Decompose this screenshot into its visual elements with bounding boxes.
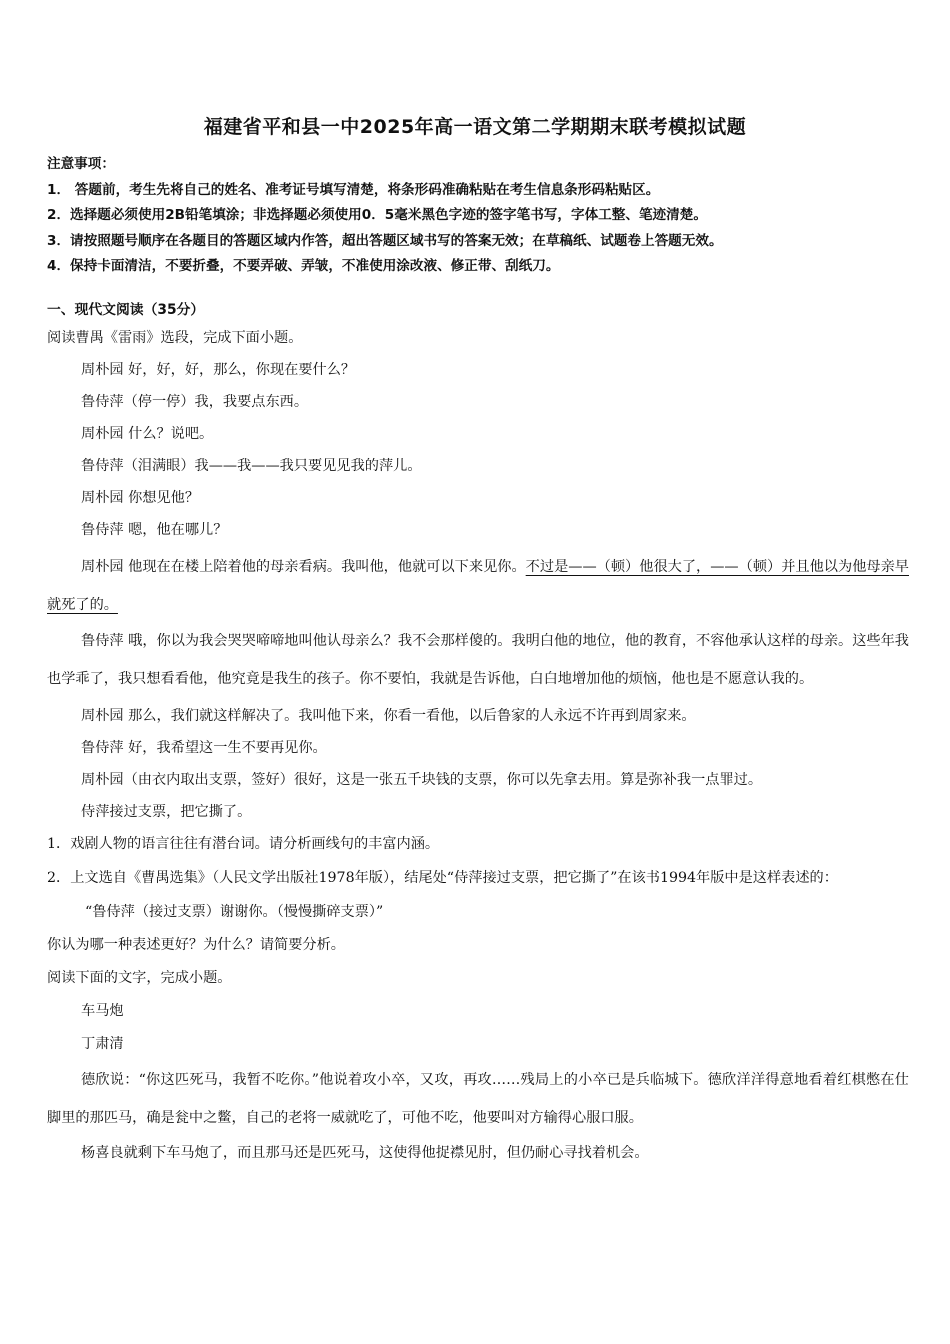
notice-block (47, 152, 917, 280)
question-2: 2．上文选自《曹禺选集》（人民文学出版社1978年版），结尾处“侍萍接过支票，把它撕了”在该书1994年版中是这样表述的： (47, 870, 838, 886)
dialogue-plain-text: 周朴园 他现在在楼上陪着他的母亲看病。我叫他，他就可以下来见你。 (81, 559, 526, 575)
question-1: 1．戏剧人物的语言往往有潜台词。请分析画线句的丰富内涵。 (47, 836, 440, 852)
dialogue-line: 鲁侍萍（停一停）我，我要点东西。 (81, 394, 309, 410)
dialogue-line: 周朴园（由衣内取出支票，签好）很好，这是一张五千块钱的支票，你可以先拿去用。算是弥补我一点罪过。 (81, 772, 763, 788)
passage-intro-2: 阅读下面的文字，完成小题。 (47, 970, 232, 986)
dialogue-line: 鲁侍萍 好，我希望这一生不要再见你。 (81, 740, 327, 756)
dialogue-line: 鲁侍萍 嗯，他在哪儿？ (81, 522, 228, 538)
story-title: 车马炮 (81, 1003, 124, 1019)
reading-section (47, 298, 909, 1169)
question-2-quote: “鲁侍萍（接过支票）谢谢你。（慢慢撕碎支票）” (85, 904, 384, 920)
story-author: 丁肃清 (81, 1036, 124, 1052)
section-heading: 一、现代文阅读（35分） (47, 302, 205, 318)
dialogue-line: 周朴园 什么？说吧。 (81, 426, 214, 442)
notice-item: 4．保持卡面清洁，不要折叠，不要弄破、弄皱，不准使用涂改液、修正带、刮纸刀。 (47, 258, 560, 274)
underlined-sentence: 不过是——（顿）他很大了，——（顿）并且他以为他母亲早就死了的。 (47, 559, 909, 613)
notice-item: 2．选择题必须使用2B铅笔填涂；非选择题必须使用0．5毫米黑色字迹的签字笔书写，字体工整、笔迹清楚。 (47, 207, 707, 223)
notice-item: 1． 答题前，考生先将自己的姓名、准考证号填写清楚，将条形码准确粘贴在考生信息条形码粘贴区。 (47, 181, 660, 198)
notice-heading: 注意事项： (47, 156, 115, 172)
question-2-ask: 你认为哪一种表述更好？为什么？请简要分析。 (47, 937, 345, 953)
passage-intro: 阅读曹禺《雷雨》选段，完成下面小题。 (47, 330, 303, 346)
dialogue-line: 周朴园 你想见他？ (81, 490, 200, 506)
document-title: 福建省平和县一中2025年高一语文第二学期期末联考模拟试题 (203, 116, 747, 138)
notice-item: 3．请按照题号顺序在各题目的答题区域内作答，超出答题区域书写的答案无效；在草稿纸、试题卷上答题无效。 (47, 232, 723, 249)
dialogue-line: 周朴园 那么，我们就这样解决了。我叫他下来，你看一看他，以后鲁家的人永远不许再到周家来。 (81, 708, 696, 724)
dialogue-line: 鲁侍萍（泪满眼）我——我——我只要见见我的萍儿。 (81, 458, 422, 474)
dialogue-line-underlined (47, 548, 909, 624)
dialogue-line: 侍萍接过支票，把它撕了。 (81, 804, 252, 820)
dialogue-line: 周朴园 好，好，好，那么，你现在要什么？ (81, 362, 356, 378)
story-paragraph: 德欣说：“你这匹死马，我暂不吃你。”他说着攻小卒，又攻，再攻……残局上的小卒已是兵临城下。德欣洋洋得意地看着红棋憋在仕脚里的那匹马，确是瓮中之鳖，自己的老将一威就吃了，可他不吃，他要叫对方输得心服口服。 (47, 1072, 909, 1126)
story-paragraph: 杨喜良就剩下车马炮了，而且那马还是匹死马，这使得他捉襟见肘，但仍耐心寻找着机会。 (81, 1145, 649, 1161)
dialogue-paragraph: 鲁侍萍 哦，你以为我会哭哭啼啼地叫他认母亲么？我不会那样傻的。我明白他的地位，他的教育，不容他承认这样的母亲。这些年我也学乖了，我只想看看他，他究竟是我生的孩子。你不要怕，我就是告诉他，白白地增加他的烦恼，他也是不愿意认我的。 (47, 633, 909, 687)
